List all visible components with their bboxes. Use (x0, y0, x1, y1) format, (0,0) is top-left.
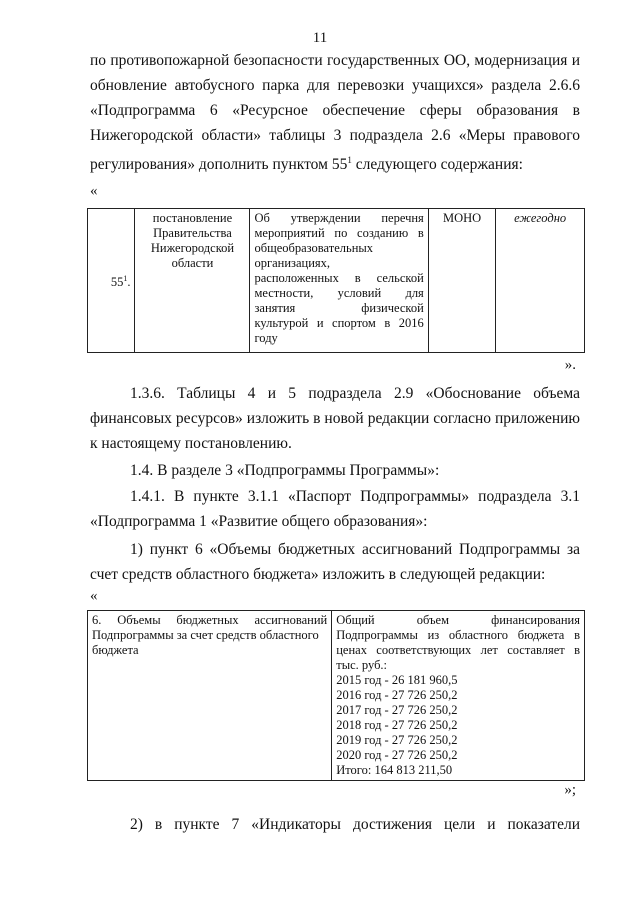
text-line: «Подпрограмма 6 «Ресурсное обеспечение сферы образования в (90, 102, 580, 119)
text-line: тыс. руб.: (336, 658, 388, 672)
paragraph-1-4-1 (90, 484, 580, 534)
item-number: 55 (110, 275, 124, 289)
text-line: счет средств областного бюджета» изложить в следующей редакции: (90, 566, 546, 583)
text-line: занятия физической (254, 301, 424, 315)
paragraph-1-3-6 (90, 381, 580, 456)
cell-document-title (250, 209, 428, 353)
cell-executor: МОНО (428, 209, 496, 353)
text-line: обновление автобусного парка для перевозки учащихся» раздела 2.6.6 (90, 77, 580, 94)
table-row (88, 611, 585, 781)
cell-budget-item-value (332, 611, 585, 781)
text-line: местности, условий для (254, 286, 424, 300)
text-line: 1) пункт 6 «Объемы бюджетных ассигнований Подпрограммы за (130, 541, 580, 558)
year-amount: 2015 год - 26 181 960,5 (336, 673, 458, 687)
paragraph-intro (90, 48, 580, 177)
text-line (90, 148, 580, 177)
superscript: 1 (347, 155, 352, 165)
text-line: финансовых ресурсов» изложить в новой редакции согласно приложению (90, 410, 580, 427)
text-line: Общий объем финансирования (336, 613, 580, 627)
text-line: расположенных в сельской (254, 271, 424, 285)
text-line: Об утверждении перечня (254, 211, 424, 225)
year-amount: 2018 год - 27 726 250,2 (336, 718, 458, 732)
text-line: Нижегородской области» таблицы 3 подраздела 2.6 «Меры правового (90, 127, 580, 144)
item-number-suffix: . (127, 275, 131, 289)
text-line: Подпрограммы за счет средств областного (92, 628, 319, 642)
paragraph-item-1 (90, 537, 580, 587)
text-line: «Подпрограмма 1 «Развитие общего образования»: (90, 513, 428, 530)
year-amount: 2017 год - 27 726 250,2 (336, 703, 458, 717)
open-quote: « (90, 183, 98, 199)
text-line: 1.4.1. В пункте 3.1.1 «Паспорт Подпрограммы» подраздела 3.1 (130, 488, 580, 505)
paragraph-1-4 (90, 458, 580, 483)
text-line: 1.4. В разделе 3 «Подпрограммы Программы»: (130, 462, 440, 479)
text-line: 1.3.6. Таблицы 4 и 5 подраздела 2.9 «Обоснование объема (130, 385, 580, 402)
text-line: мероприятий по созданию в (254, 226, 424, 240)
text-fragment: следующего содержания: (355, 156, 523, 174)
text-line: общеобразовательных (254, 241, 374, 255)
text-line: культурой и спортом в 2016 (254, 316, 424, 330)
close-quote-2: »; (564, 782, 576, 798)
close-quote: ». (564, 357, 576, 373)
cell-document-type: постановление Правительства Нижегородской области (135, 209, 250, 353)
text-line: году (254, 331, 278, 345)
open-quote-2: « (90, 588, 98, 604)
text-fragment: регулирования» дополнить пунктом 55 (90, 156, 348, 174)
superscript: 1 (123, 273, 128, 283)
text-line: ценах соответствующих лет составляет в (336, 643, 580, 657)
text-line: по противопожарной безопасности государственных ОО, модернизация и (90, 52, 580, 69)
page-number: 11 (312, 30, 328, 46)
year-amount: 2019 год - 27 726 250,2 (336, 733, 458, 747)
cell-budget-item-name (88, 611, 332, 781)
text-line: бюджета (92, 643, 139, 657)
year-amount: 2020 год - 27 726 250,2 (336, 748, 458, 762)
text-line: 2) в пункте 7 «Индикаторы достижения цели и показатели (130, 816, 580, 833)
year-amount: 2016 год - 27 726 250,2 (336, 688, 458, 702)
cell-item-number (88, 209, 135, 353)
table-row (88, 209, 585, 353)
paragraph-item-2 (90, 812, 580, 837)
cell-term: ежегодно (496, 209, 585, 353)
text-line: Подпрограммы из областного бюджета в (336, 628, 580, 642)
table-regulation-item (87, 208, 585, 353)
text-line: 6. Объемы бюджетных ассигнований (92, 613, 328, 627)
table-budget-allocation (87, 610, 585, 781)
total-amount: Итого: 164 813 211,50 (336, 763, 453, 777)
text-line: организациях, (254, 256, 331, 270)
text-line: к настоящему постановлению. (90, 435, 292, 452)
